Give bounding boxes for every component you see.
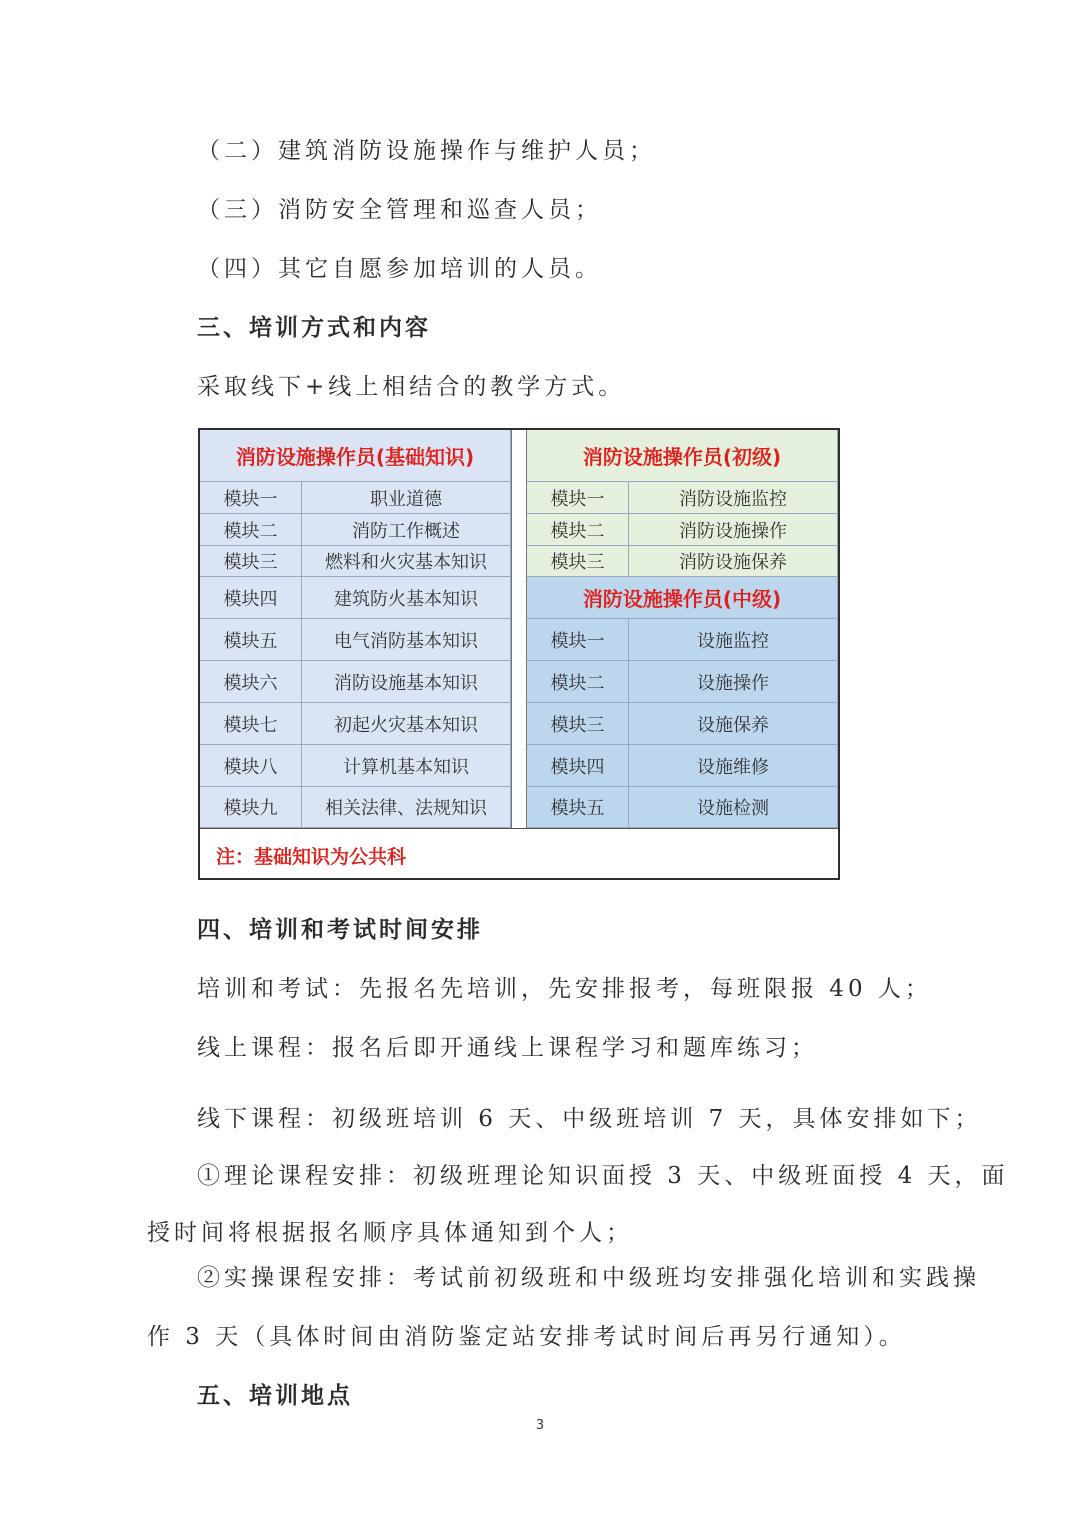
junior-title: 消防设施操作员(初级) [527,430,838,482]
content-cell: 消防设施监控 [629,482,838,514]
module-cell: 模块五 [527,787,629,828]
content-cell: 设施操作 [629,661,838,703]
content-cell: 设施检测 [629,787,838,828]
intermediate-title: 消防设施操作员(中级) [527,577,838,619]
content-cell: 消防设施基本知识 [302,661,511,703]
course-table [198,428,840,880]
module-cell: 模块七 [200,703,302,745]
basic-panel [200,430,511,828]
module-cell: 模块三 [527,546,629,577]
module-cell: 模块二 [527,661,629,703]
text-line-7: 线下课程：初级班培训 6 天、中级班培训 7 天，具体安排如下； [197,1106,982,1132]
text-line-5: 培训和考试：先报名先培训，先安排报考，每班限报 40 人； [197,976,932,1002]
text-line-8b: 授时间将根据报名顺序具体通知到个人； [147,1220,633,1246]
module-cell: 模块一 [527,619,629,661]
content-cell: 建筑防火基本知识 [302,577,511,619]
text-line-6: 线上课程：报名后即开通线上课程学习和题库练习； [197,1035,818,1061]
content-cell: 设施监控 [629,619,838,661]
content-cell: 职业道德 [302,482,511,514]
module-cell: 模块三 [527,703,629,745]
module-cell: 模块四 [200,577,302,619]
module-cell: 模块一 [527,482,629,514]
content-cell: 初起火灾基本知识 [302,703,511,745]
module-cell: 模块九 [200,787,302,828]
section-heading-3: 三、培训方式和内容 [197,314,431,341]
junior-panel [527,430,838,577]
content-cell: 相关法律、法规知识 [302,787,511,828]
content-cell: 电气消防基本知识 [302,619,511,661]
text-line-8a: ①理论课程安排：初级班理论知识面授 3 天、中级班面授 4 天，面 [197,1163,1009,1189]
basic-title: 消防设施操作员(基础知识) [200,430,511,482]
text-line-9a: ②实操课程安排：考试前初级班和中级班均安排强化培训和实践操 [197,1265,980,1291]
intermediate-panel [527,577,838,828]
text-line-4: 采取线下+线上相结合的教学方式。 [197,374,626,400]
content-cell: 设施维修 [629,745,838,787]
module-cell: 模块六 [200,661,302,703]
content-cell: 燃料和火灾基本知识 [302,546,511,577]
section-heading-5: 五、培训地点 [197,1382,353,1409]
module-cell: 模块五 [200,619,302,661]
module-cell: 模块八 [200,745,302,787]
text-line-2: （三）消防安全管理和巡查人员； [197,197,602,223]
module-cell: 模块二 [200,514,302,546]
module-cell: 模块一 [200,482,302,514]
content-cell: 消防设施操作 [629,514,838,546]
content-cell: 设施保养 [629,703,838,745]
text-line-3: （四）其它自愿参加培训的人员。 [197,256,602,282]
module-cell: 模块二 [527,514,629,546]
content-cell: 计算机基本知识 [302,745,511,787]
text-line-1: （二）建筑消防设施操作与维护人员； [197,138,656,164]
text-line-9b: 作 3 天（具体时间由消防鉴定站安排考试时间后再另行通知）。 [147,1324,906,1350]
content-cell: 消防工作概述 [302,514,511,546]
content-cell: 消防设施保养 [629,546,838,577]
table-note: 注：基础知识为公共科 [216,846,407,868]
section-heading-4: 四、培训和考试时间安排 [197,916,483,943]
module-cell: 模块三 [200,546,302,577]
module-cell: 模块四 [527,745,629,787]
page-number: 3 [535,1418,545,1433]
